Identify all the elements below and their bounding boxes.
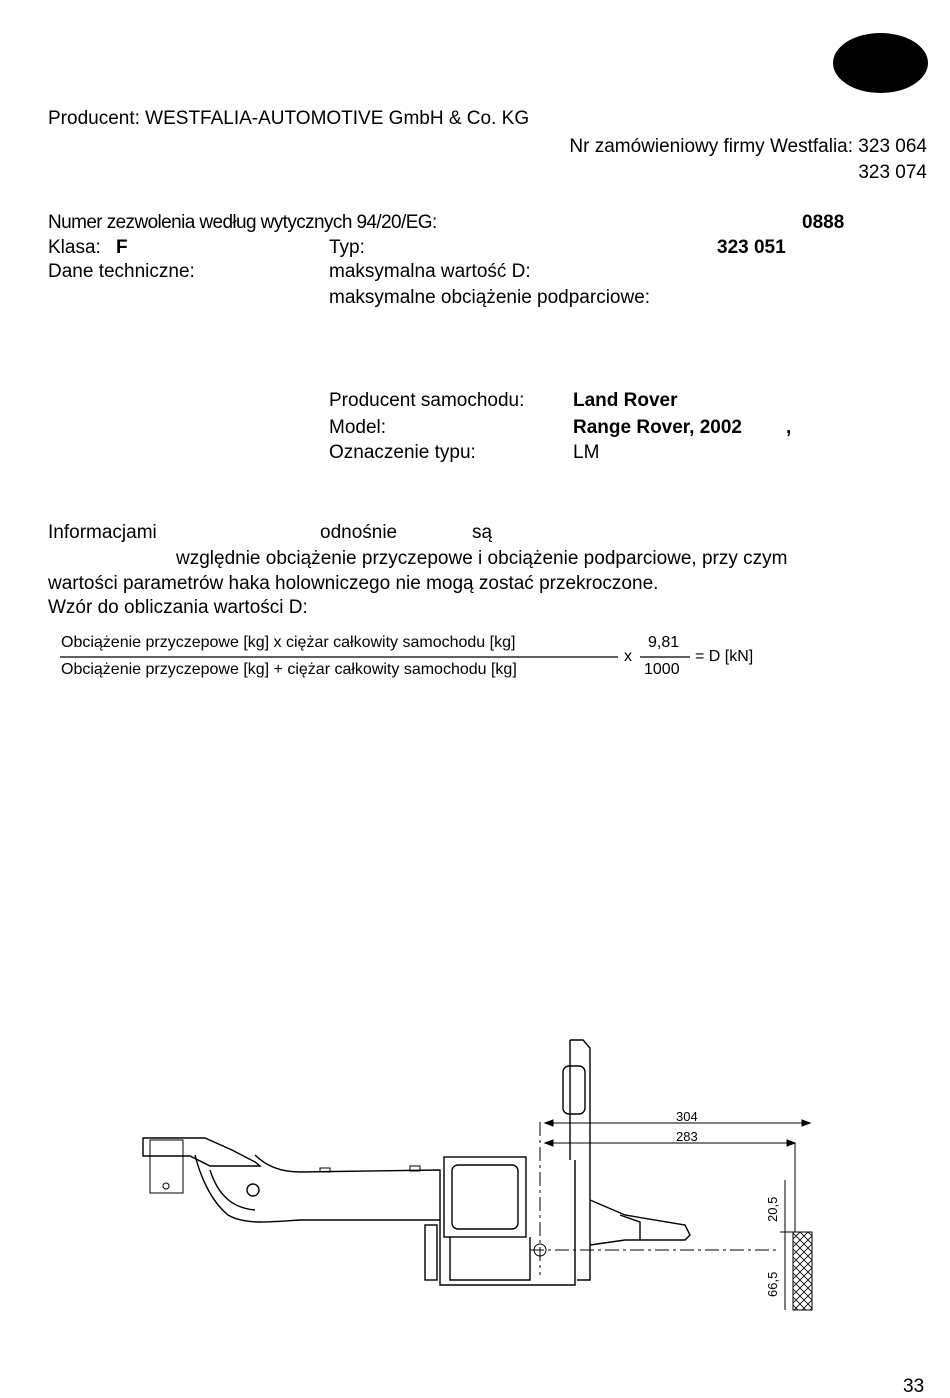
- formula-factor-den: 1000: [644, 661, 680, 678]
- formula-numerator: Obciążenie przyczepowe [kg] x ciężar całkowity samochodu [kg]: [61, 634, 516, 651]
- max-d-label: maksymalna wartość D:: [329, 261, 531, 282]
- info-line-3: wartości parametrów haka holowniczego nie mogą zostać przekroczone.: [48, 573, 659, 594]
- dim-20-5: 20,5: [765, 1196, 780, 1222]
- approval-label: Numer zezwolenia według wytycznych 94/20/EG:: [48, 212, 437, 233]
- vehicle-model-value: Range Rover, 2002: [573, 417, 742, 438]
- formula-denominator: Obciążenie przyczepowe [kg] + ciężar całkowity samochodu [kg]: [61, 661, 517, 678]
- approval-value: 0888: [802, 212, 845, 233]
- order-number: Nr zamówieniowy firmy Westfalia: 323 064: [569, 136, 927, 157]
- info-line-2: względnie obciążenie przyczepowe i obciążenie podparciowe, przy czym: [176, 548, 788, 569]
- vehicle-maker-label: Producent samochodu:: [329, 390, 525, 411]
- max-load-label: maksymalne obciążenie podparciowe:: [329, 287, 651, 308]
- type-value: 323 051: [717, 237, 786, 258]
- ground-hatch: [793, 1232, 812, 1310]
- type-label: Typ:: [329, 237, 365, 258]
- vehicle-maker-value: Land Rover: [573, 390, 678, 411]
- class-label: Klasa:: [48, 237, 101, 258]
- formula-times: x: [624, 648, 632, 665]
- info-word-3: są: [472, 522, 493, 543]
- vehicle-type-value: LM: [573, 442, 600, 463]
- dim-304: 304: [676, 1109, 698, 1124]
- class-value: F: [116, 237, 128, 258]
- dim-283: 283: [676, 1129, 698, 1144]
- order-number-second: 323 074: [858, 162, 927, 183]
- page-number: 33: [903, 1376, 925, 1397]
- producer-line: Producent: WESTFALIA-AUTOMOTIVE GmbH & Co. KG: [48, 108, 530, 129]
- formula-factor-num: 9,81: [648, 634, 680, 651]
- towbar-outline: [143, 1040, 690, 1285]
- info-word-2: odnośnie: [320, 522, 398, 543]
- vehicle-type-label: Oznaczenie typu:: [329, 442, 476, 463]
- info-word-1: Informacjami: [48, 522, 157, 543]
- formula-result: = D [kN]: [695, 648, 754, 665]
- formula-intro: Wzór do obliczania wartości D:: [48, 597, 308, 618]
- dim-66-5: 66,5: [765, 1271, 780, 1297]
- tech-data-label: Dane techniczne:: [48, 261, 195, 282]
- vehicle-model-label: Model:: [329, 417, 387, 438]
- vehicle-model-comma: ,: [786, 417, 792, 438]
